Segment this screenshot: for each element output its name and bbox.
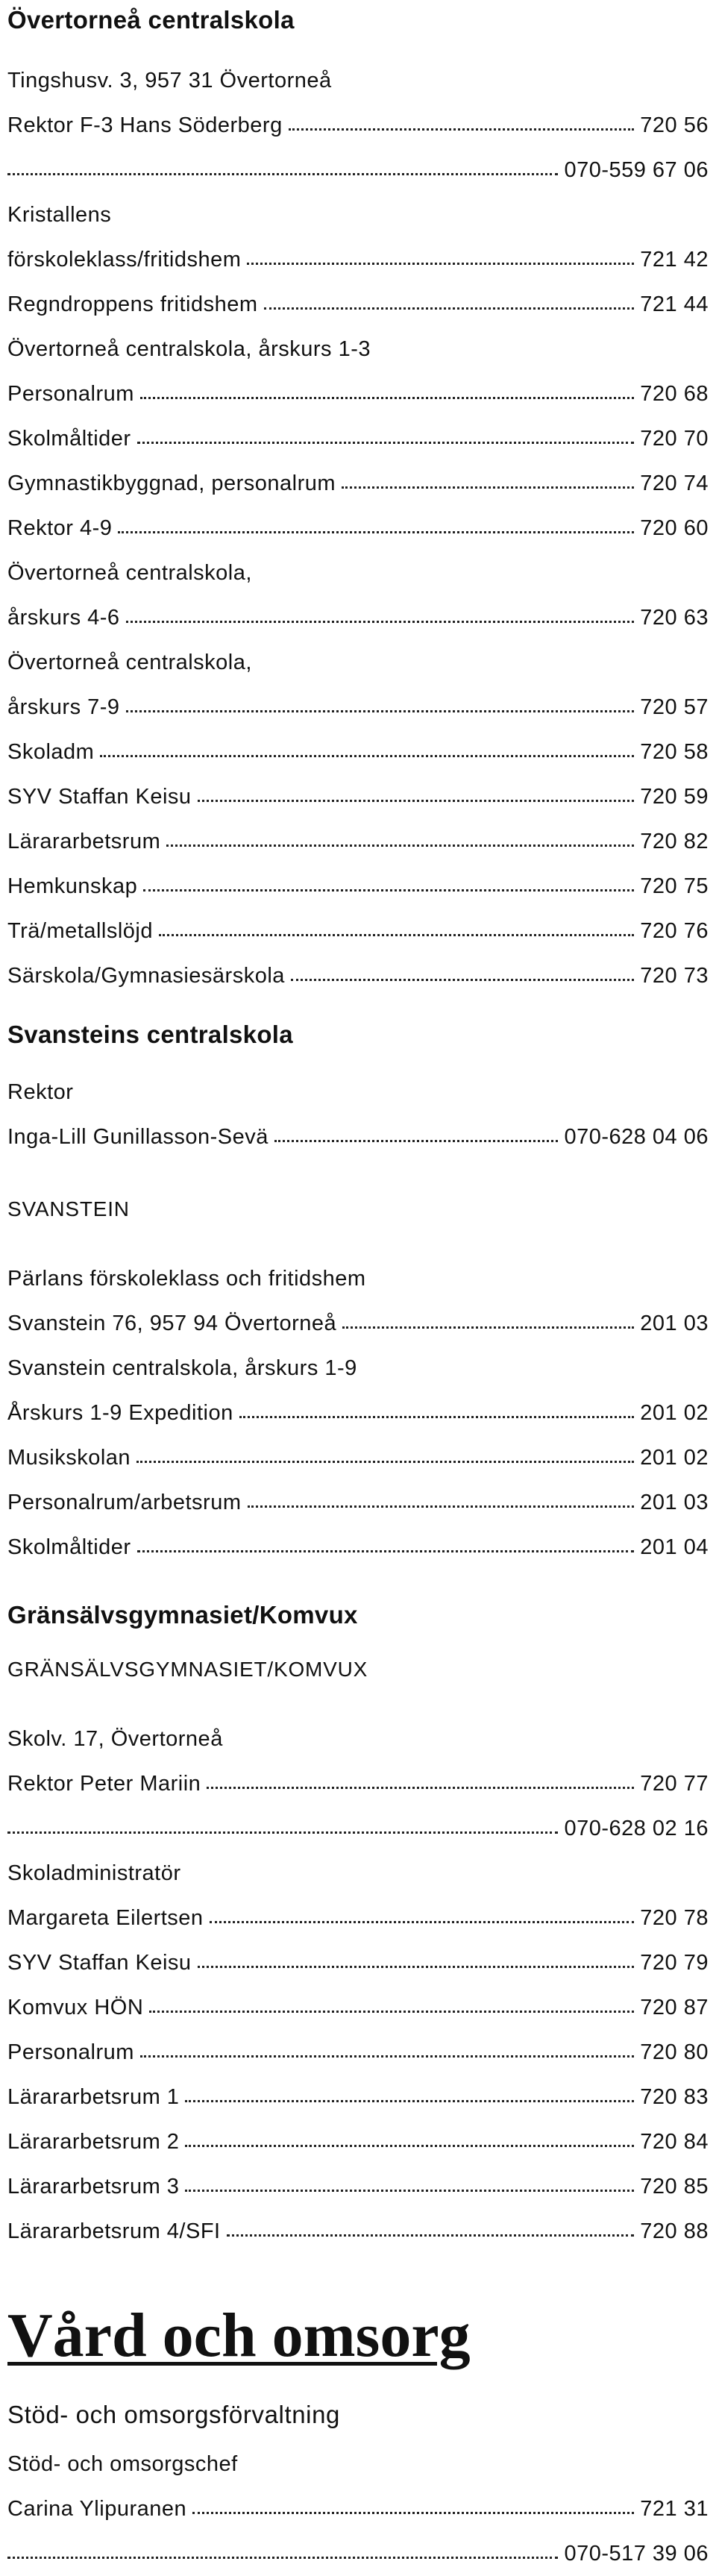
caption-gymnasiet: GRÄNSÄLVSGYMNASIET/KOMVUX xyxy=(7,1658,368,1681)
phone-number: 070-628 04 06 xyxy=(564,1124,709,1149)
entry-label: Personalrum/arbetsrum xyxy=(7,1490,242,1514)
dot-leader xyxy=(7,1831,558,1834)
list-item xyxy=(0,1301,716,1346)
list-item xyxy=(0,1851,716,1896)
phone-number: 720 58 xyxy=(640,739,709,764)
phone-number: 201 04 xyxy=(640,1535,709,1559)
phone-number: 720 70 xyxy=(640,426,709,451)
list-item xyxy=(0,2075,716,2119)
dot-leader xyxy=(159,934,634,936)
entry-label: Gymnastikbyggnad, personalrum xyxy=(7,471,336,495)
phone-number: 070-559 67 06 xyxy=(564,157,709,182)
list-item xyxy=(0,685,716,730)
entry-label: förskoleklass/fritidshem xyxy=(7,247,242,272)
entry-label: Pärlans förskoleklass och fritidshem xyxy=(7,1266,366,1291)
section-heading-overtornea: Övertorneå centralskola xyxy=(7,6,295,34)
list-item xyxy=(0,1525,716,1570)
vard-list xyxy=(0,2442,716,2576)
entry-label: Carina Ylipuranen xyxy=(7,2496,187,2521)
phone-number: 201 02 xyxy=(640,1400,709,1425)
entry-label: Lärararbetsrum xyxy=(7,829,161,853)
list-item xyxy=(0,1435,716,1480)
phone-number: 720 75 xyxy=(640,874,709,898)
dot-leader xyxy=(140,2055,634,2058)
list-item xyxy=(0,1761,716,1806)
list-item xyxy=(0,1717,716,1761)
list-item xyxy=(0,2442,716,2486)
phone-number: 720 78 xyxy=(640,1905,709,1930)
phone-number: 720 59 xyxy=(640,784,709,809)
entry-label: Lärararbetsrum 2 xyxy=(7,2129,180,2154)
phone-number: 720 68 xyxy=(640,381,709,406)
dot-leader xyxy=(210,1921,635,1923)
entry-label: Hemkunskap xyxy=(7,874,138,898)
dot-leader xyxy=(192,2512,634,2514)
entry-label: SYV Staffan Keisu xyxy=(7,784,192,809)
dot-leader xyxy=(342,486,634,489)
entry-label: Rektor F-3 Hans Söderberg xyxy=(7,113,283,137)
list-item xyxy=(0,416,716,461)
list-item xyxy=(0,953,716,998)
dot-leader xyxy=(274,1140,559,1142)
dot-leader xyxy=(198,800,635,802)
phone-number: 721 42 xyxy=(640,247,709,272)
phone-number: 721 31 xyxy=(640,2496,709,2521)
chapter-subtitle: Stöd- och omsorgsförvaltning xyxy=(7,2401,341,2428)
entry-label: Rektor xyxy=(7,1079,74,1104)
entry-label: Trä/metallslöjd xyxy=(7,918,153,943)
dot-leader xyxy=(126,710,635,712)
entry-label: Personalrum xyxy=(7,2040,134,2064)
list-item xyxy=(0,461,716,506)
list-item xyxy=(0,551,716,595)
list-item xyxy=(0,2119,716,2164)
entry-label: Lärararbetsrum 1 xyxy=(7,2084,180,2109)
list-item xyxy=(0,2486,716,2531)
phone-number: 720 77 xyxy=(640,1771,709,1796)
list-item xyxy=(0,1985,716,2030)
dot-leader xyxy=(100,755,634,757)
dot-leader xyxy=(7,173,558,175)
dot-leader xyxy=(185,2190,634,2192)
phone-number: 720 57 xyxy=(640,695,709,719)
phone-number: 720 87 xyxy=(640,1995,709,2019)
entry-label: Tingshusv. 3, 957 31 Övertorneå xyxy=(7,68,332,93)
entry-label: Komvux HÖN xyxy=(7,1995,144,2019)
entry-label: Rektor Peter Mariin xyxy=(7,1771,201,1796)
entry-label: Skoladm xyxy=(7,739,95,764)
dot-leader xyxy=(198,1966,635,1968)
gymnasiet-list xyxy=(0,1717,716,2254)
list-item xyxy=(0,506,716,551)
chapter-title: Vård och omsorg xyxy=(7,2301,471,2370)
dot-leader xyxy=(137,1550,635,1552)
list-item xyxy=(0,864,716,909)
list-item xyxy=(0,1896,716,1940)
phone-number: 720 79 xyxy=(640,1950,709,1975)
dot-leader xyxy=(264,307,635,310)
entry-label: Personalrum xyxy=(7,381,134,406)
entry-label: Skolv. 17, Övertorneå xyxy=(7,1726,223,1751)
dot-leader xyxy=(143,889,634,891)
list-item xyxy=(0,595,716,640)
dot-leader xyxy=(140,397,634,399)
list-item xyxy=(0,237,716,282)
dot-leader xyxy=(126,621,635,623)
dot-leader xyxy=(136,1461,634,1463)
svansteins-list xyxy=(0,1070,716,1159)
dot-leader xyxy=(239,1416,635,1418)
phone-number: 721 44 xyxy=(640,292,709,316)
phone-number: 070-628 02 16 xyxy=(564,1816,709,1840)
list-item xyxy=(0,1480,716,1525)
entry-label: årskurs 7-9 xyxy=(7,695,120,719)
entry-label: Musikskolan xyxy=(7,1445,131,1470)
phone-number: 720 82 xyxy=(640,829,709,853)
overtornea-list xyxy=(0,58,716,998)
entry-label: Regndroppens fritidshem xyxy=(7,292,258,316)
phone-number: 720 88 xyxy=(640,2219,709,2243)
entry-label: Särskola/Gymnasiesärskola xyxy=(7,963,285,988)
dot-leader xyxy=(118,531,634,533)
entry-label: Skoladministratör xyxy=(7,1861,181,1885)
list-item xyxy=(0,1940,716,1985)
dot-leader xyxy=(342,1326,634,1329)
list-item xyxy=(0,148,716,192)
entry-label: årskurs 4-6 xyxy=(7,605,120,630)
list-item xyxy=(0,1115,716,1159)
list-item xyxy=(0,2164,716,2209)
phone-number: 720 74 xyxy=(640,471,709,495)
dot-leader xyxy=(207,1787,634,1789)
section-heading-gymnasiet: Gränsälvsgymnasiet/Komvux xyxy=(7,1601,358,1629)
dot-leader xyxy=(247,263,634,265)
dot-leader xyxy=(289,128,635,131)
entry-label: Årskurs 1-9 Expedition xyxy=(7,1400,233,1425)
section-heading-svansteins: Svansteins centralskola xyxy=(7,1021,293,1048)
list-item xyxy=(0,2531,716,2576)
list-item xyxy=(0,1806,716,1851)
entry-label: Inga-Lill Gunillasson-Sevä xyxy=(7,1124,268,1149)
phone-number: 720 56 xyxy=(640,113,709,137)
phone-number: 720 80 xyxy=(640,2040,709,2064)
list-item xyxy=(0,730,716,774)
dot-leader xyxy=(7,2557,558,2559)
list-item xyxy=(0,819,716,864)
phone-number: 201 02 xyxy=(640,1445,709,1470)
caption-svanstein: SVANSTEIN xyxy=(7,1197,130,1220)
entry-label: Svanstein centralskola, årskurs 1-9 xyxy=(7,1356,357,1380)
phone-number: 070-517 39 06 xyxy=(564,2541,709,2566)
list-item xyxy=(0,1256,716,1301)
entry-label: SYV Staffan Keisu xyxy=(7,1950,192,1975)
list-item xyxy=(0,2209,716,2254)
entry-label: Rektor 4-9 xyxy=(7,515,113,540)
entry-label: Övertorneå centralskola, årskurs 1-3 xyxy=(7,336,371,361)
dot-leader xyxy=(291,979,634,981)
list-item xyxy=(0,58,716,103)
list-item xyxy=(0,1391,716,1435)
list-item xyxy=(0,372,716,416)
entry-label: Övertorneå centralskola, xyxy=(7,650,252,674)
entry-label: Stöd- och omsorgschef xyxy=(7,2451,238,2476)
dot-leader xyxy=(227,2234,635,2237)
list-item xyxy=(0,1070,716,1115)
list-item xyxy=(0,774,716,819)
dot-leader xyxy=(185,2100,634,2102)
entry-label: Övertorneå centralskola, xyxy=(7,560,252,585)
phone-number: 201 03 xyxy=(640,1311,709,1335)
phone-number: 720 83 xyxy=(640,2084,709,2109)
entry-label: Lärararbetsrum 4/SFI xyxy=(7,2219,221,2243)
entry-label: Skolmåltider xyxy=(7,426,131,451)
entry-label: Lärararbetsrum 3 xyxy=(7,2174,180,2199)
entry-label: Kristallens xyxy=(7,202,112,227)
dot-leader xyxy=(149,2011,634,2013)
svanstein-list xyxy=(0,1256,716,1570)
list-item xyxy=(0,327,716,372)
dot-leader xyxy=(248,1505,635,1508)
phone-number: 201 03 xyxy=(640,1490,709,1514)
list-item xyxy=(0,1346,716,1391)
list-item xyxy=(0,2030,716,2075)
entry-label: Margareta Eilertsen xyxy=(7,1905,204,1930)
phone-number: 720 60 xyxy=(640,515,709,540)
entry-label: Svanstein 76, 957 94 Övertorneå xyxy=(7,1311,337,1335)
phone-number: 720 76 xyxy=(640,918,709,943)
list-item xyxy=(0,640,716,685)
phone-number: 720 73 xyxy=(640,963,709,988)
list-item xyxy=(0,909,716,953)
phone-number: 720 63 xyxy=(640,605,709,630)
dot-leader xyxy=(137,442,635,444)
phone-number: 720 84 xyxy=(640,2129,709,2154)
list-item xyxy=(0,192,716,237)
dot-leader xyxy=(166,844,634,847)
list-item xyxy=(0,282,716,327)
phone-number: 720 85 xyxy=(640,2174,709,2199)
entry-label: Skolmåltider xyxy=(7,1535,131,1559)
list-item xyxy=(0,103,716,148)
dot-leader xyxy=(185,2145,634,2147)
